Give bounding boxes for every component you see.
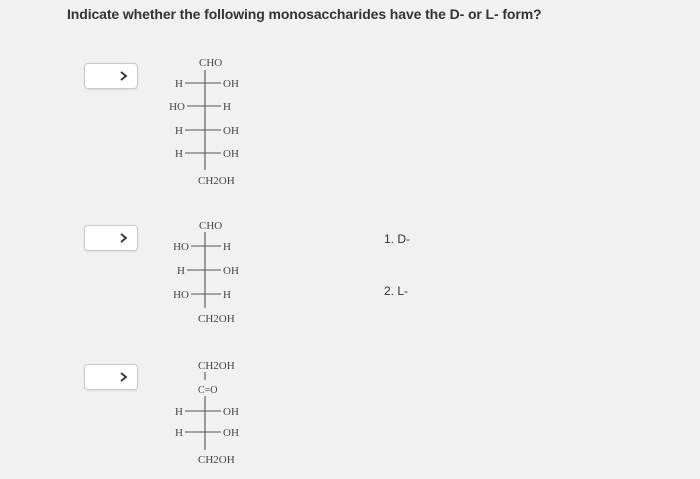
s2-row2-right: OH <box>223 265 239 277</box>
s3-row2-right: OH <box>223 427 239 439</box>
s3-carbonyl: C=O <box>198 385 218 396</box>
s2-bottom: CH2OH <box>198 313 235 325</box>
s1-row1-right: OH <box>223 78 239 90</box>
s2-row2-left: H <box>177 265 185 277</box>
answer-option-2: 2. L- <box>384 284 409 298</box>
s2-row1-right: H <box>223 241 231 253</box>
s1-row3-right: OH <box>223 125 239 137</box>
s3-top: CH2OH <box>198 360 235 372</box>
s2-top: CHO <box>199 220 223 232</box>
s3-row2-left: H <box>175 427 183 439</box>
s3-bottom: CH2OH <box>198 454 235 466</box>
s1-row2-left: HO <box>169 101 185 113</box>
s1-row1-left: H <box>175 78 183 90</box>
s1-top: CHO <box>199 57 223 69</box>
s3-row1-left: H <box>175 406 183 418</box>
s3-row1-right: OH <box>223 406 239 418</box>
s2-row1-left: HO <box>173 241 189 253</box>
s2-row3-left: HO <box>173 289 189 301</box>
s1-row3-left: H <box>175 125 183 137</box>
answer-option-1: 1. D- <box>384 232 411 246</box>
s1-row2-right: H <box>223 101 231 113</box>
s1-row4-left: H <box>175 148 183 160</box>
s1-row4-right: OH <box>223 148 239 160</box>
question-text: Indicate whether the following monosaccharides have the D- or L- form? <box>67 6 542 22</box>
s2-row3-right: H <box>223 289 231 301</box>
s1-bottom: CH2OH <box>198 175 235 187</box>
